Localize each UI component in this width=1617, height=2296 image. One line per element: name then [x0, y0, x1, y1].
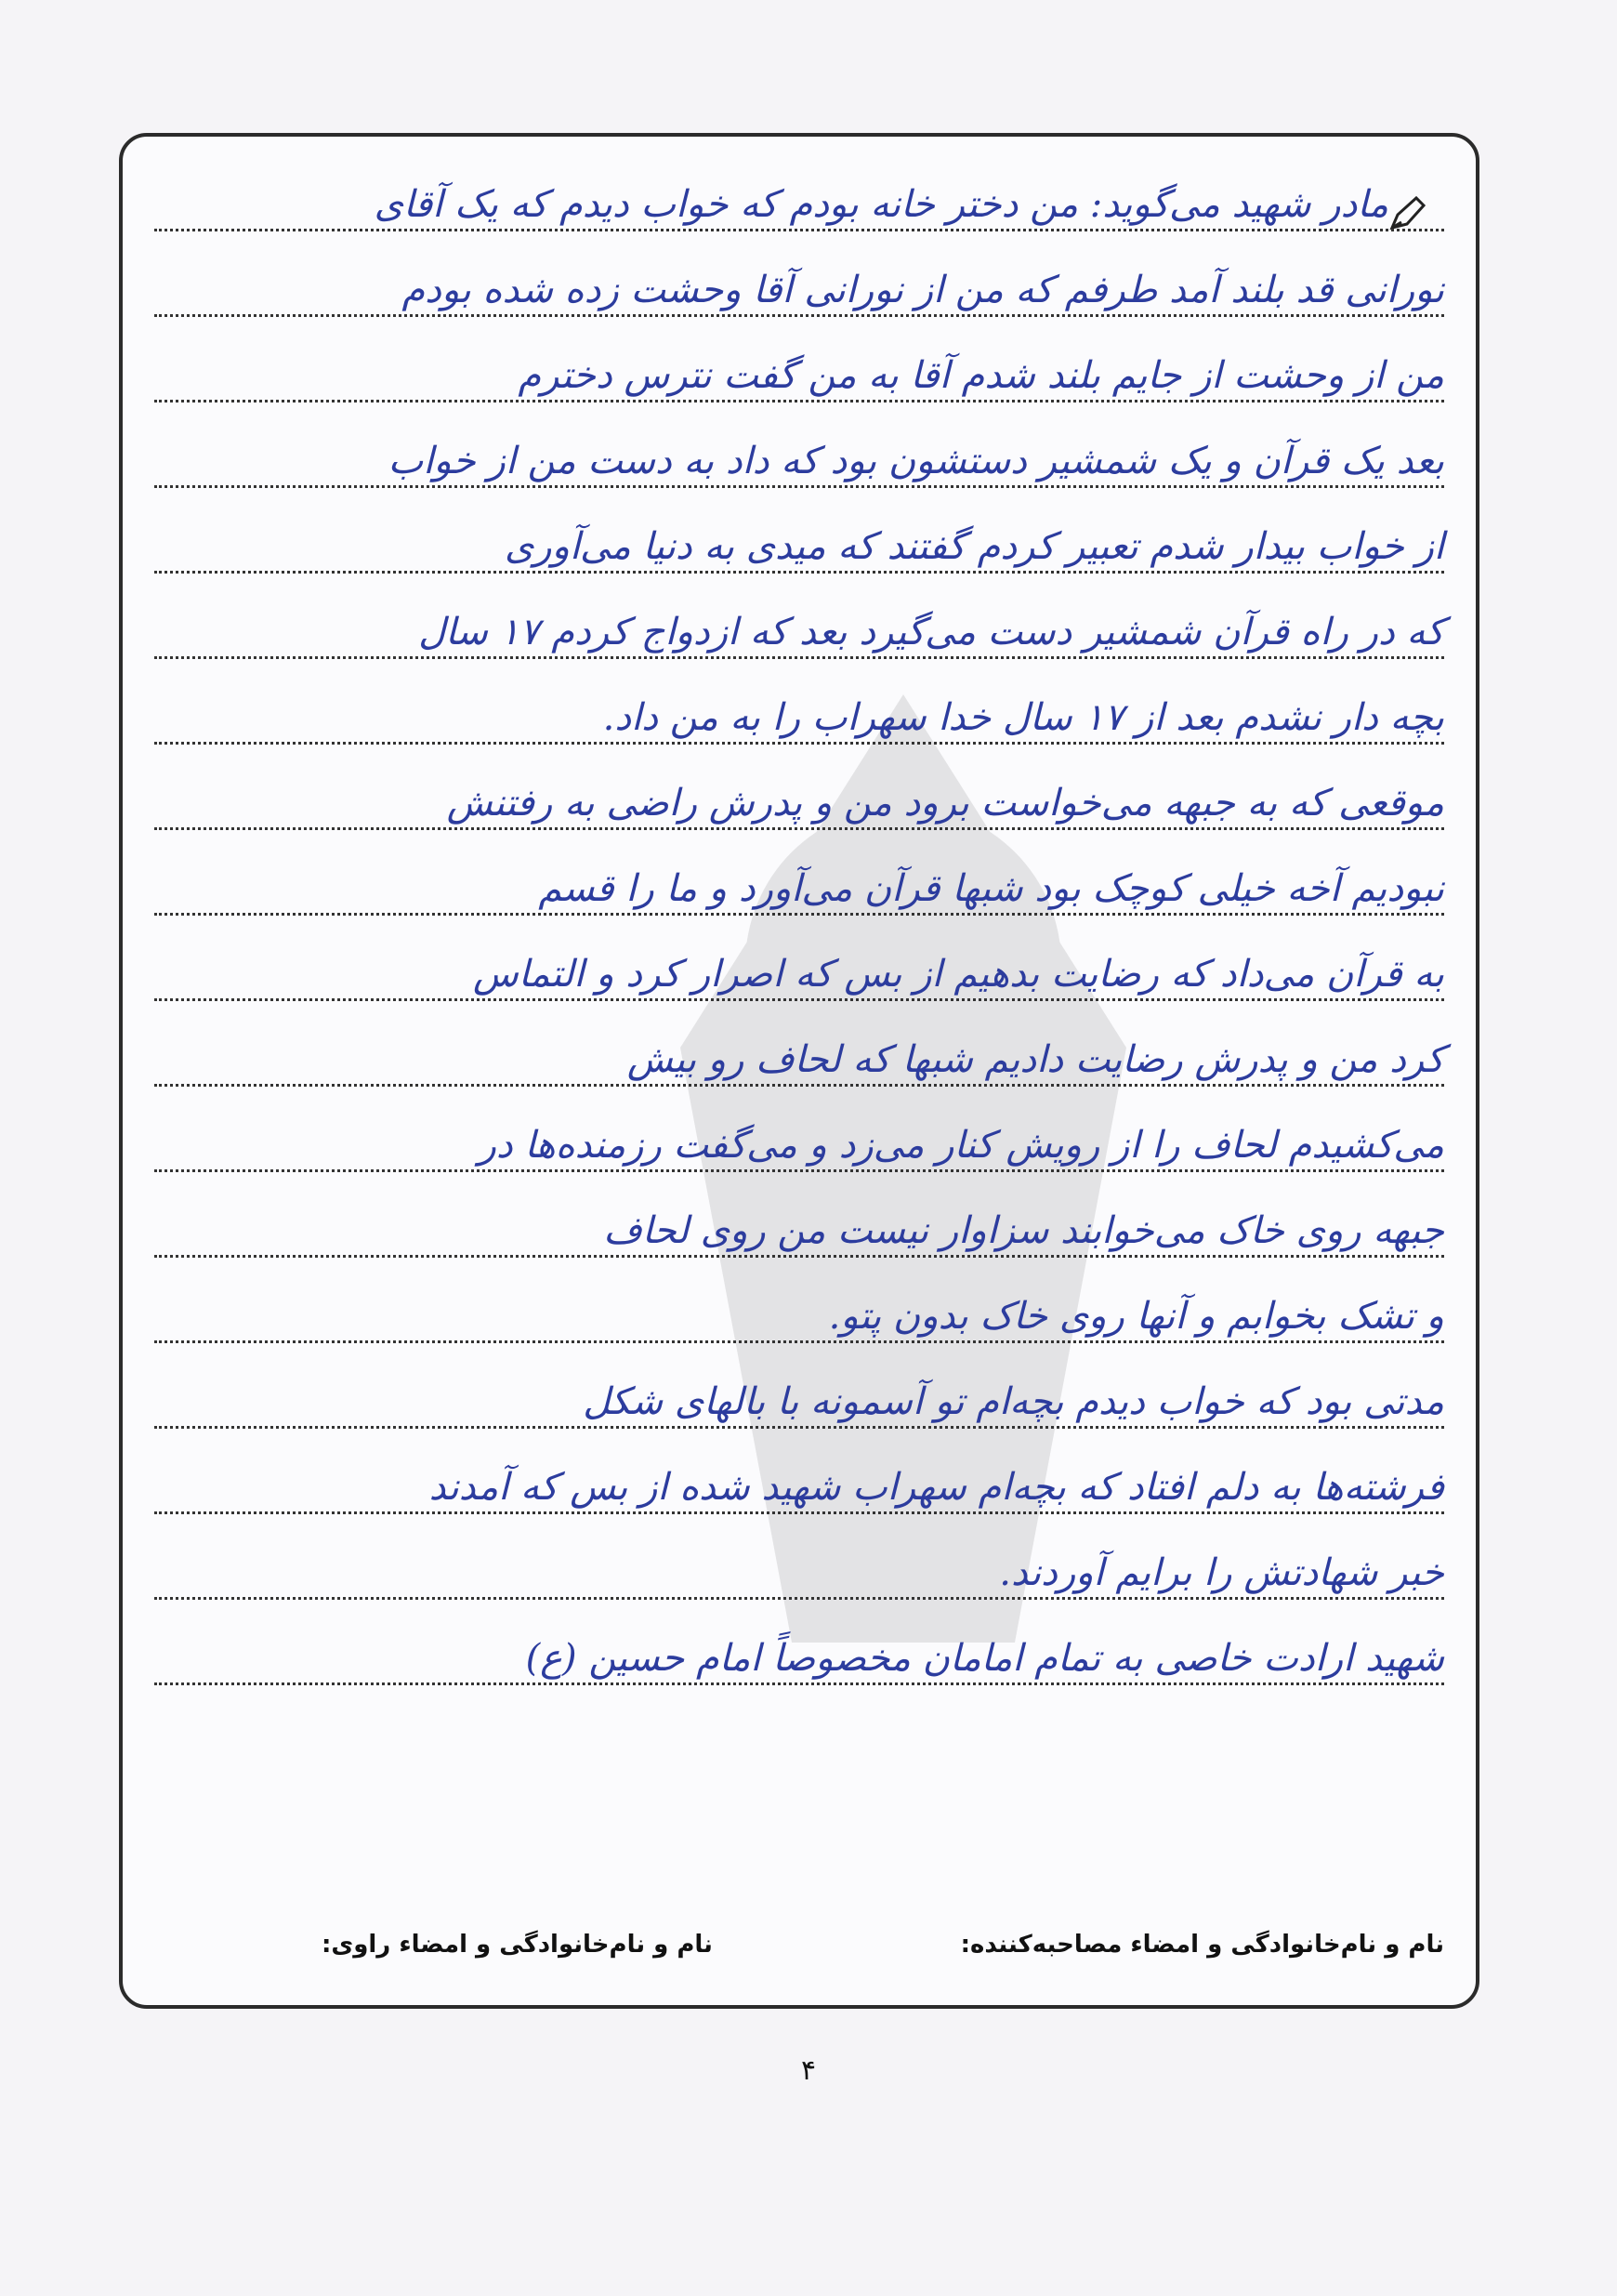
line-text: جبهه روی خاک می‌خوابند سزاوار نیست من روی لحاف — [603, 1209, 1444, 1252]
line-text: نورانی قد بلند آمد طرفم که من از نورانی آقا وحشت زده شده بودم — [401, 269, 1444, 311]
line-text: می‌کشیدم لحاف را از رویش کنار می‌زد و می‌گفت رزمنده‌ها در — [478, 1124, 1444, 1167]
line-text: کرد من و پدرش رضایت دادیم شبها که لحاف رو بیش — [626, 1038, 1444, 1081]
text-line-17 — [154, 1524, 1444, 1607]
page-frame — [119, 133, 1479, 2009]
text-line-6 — [154, 583, 1444, 666]
line-text: من از وحشت از جایم بلند شدم آقا به من گفت نترس دخترم — [518, 354, 1444, 397]
dotted-rule — [154, 998, 1444, 1001]
ruled-lines — [154, 137, 1444, 2005]
text-line-1 — [154, 155, 1444, 239]
dotted-rule — [154, 913, 1444, 916]
text-line-10 — [154, 925, 1444, 1009]
dotted-rule — [154, 571, 1444, 574]
line-text: بچه دار نشدم بعد از ۱۷ سال خدا سهراب را به من داد. — [602, 696, 1444, 739]
dotted-rule — [154, 1169, 1444, 1172]
dotted-rule — [154, 1597, 1444, 1600]
line-text: شهید ارادت خاصی به تمام امامان مخصوصاً امام حسین (ع) — [525, 1637, 1444, 1680]
text-line-7 — [154, 668, 1444, 752]
line-text: از خواب بیدار شدم تعبیر کردم گفتند که میدی به دنیا می‌آوری — [505, 525, 1444, 568]
text-line-8 — [154, 754, 1444, 838]
text-line-2 — [154, 241, 1444, 324]
interviewer-signature-label: نام و نام‌خانوادگی و امضاء مصاحبه‌کننده: — [960, 1931, 1444, 1959]
line-text: به قرآن می‌داد که رضایت بدهیم از بس که اصرار کرد و التماس — [473, 953, 1444, 996]
line-text: مدتی بود که خواب دیدم بچه‌ام تو آسمونه با بالهای شکل — [583, 1380, 1444, 1423]
text-line-4 — [154, 412, 1444, 495]
text-line-15 — [154, 1353, 1444, 1436]
narrator-signature-label: نام و نام‌خانوادگی و امضاء راوی: — [322, 1931, 713, 1959]
dotted-rule — [154, 485, 1444, 488]
line-text: موقعی که به جبهه می‌خواست برود من و پدرش راضی به رفتنش — [446, 782, 1444, 825]
text-line-3 — [154, 326, 1444, 410]
line-text: مادر شهید می‌گوید: من دختر خانه بودم که خواب دیدم که یک آقای — [374, 183, 1388, 226]
dotted-rule — [154, 656, 1444, 659]
text-line-9 — [154, 839, 1444, 923]
dotted-rule — [154, 1084, 1444, 1087]
text-line-13 — [154, 1181, 1444, 1265]
dotted-rule — [154, 1682, 1444, 1685]
line-text: که در راه قرآن شمشیر دست می‌گیرد بعد که ازدواج کردم ۱۷ سال — [418, 611, 1444, 653]
dotted-rule — [154, 314, 1444, 317]
dotted-rule — [154, 229, 1444, 231]
text-line-14 — [154, 1267, 1444, 1351]
dotted-rule — [154, 1255, 1444, 1258]
text-line-11 — [154, 1010, 1444, 1094]
page-number: ۴ — [800, 2054, 817, 2087]
dotted-rule — [154, 1340, 1444, 1343]
dotted-rule — [154, 827, 1444, 830]
text-line-18 — [154, 1609, 1444, 1693]
dotted-rule — [154, 1426, 1444, 1429]
line-text: بعد یک قرآن و یک شمشیر دستشون بود که داد به دست من از خواب — [388, 440, 1444, 482]
line-text: و تشک بخوابم و آنها روی خاک بدون پتو. — [828, 1295, 1444, 1338]
line-text: نبودیم آخه خیلی کوچک بود شبها قرآن می‌آورد و ما را قسم — [538, 867, 1444, 910]
text-line-12 — [154, 1096, 1444, 1180]
dotted-rule — [154, 742, 1444, 745]
line-text: خبر شهادتش را برایم آوردند. — [999, 1551, 1444, 1594]
text-line-5 — [154, 497, 1444, 581]
dotted-rule — [154, 1511, 1444, 1514]
text-line-16 — [154, 1438, 1444, 1522]
signature-footer — [154, 1931, 1444, 1968]
line-text: فرشته‌ها به دلم افتاد که بچه‌ام سهراب شهید شده از بس که آمدند — [428, 1466, 1444, 1509]
dotted-rule — [154, 400, 1444, 402]
